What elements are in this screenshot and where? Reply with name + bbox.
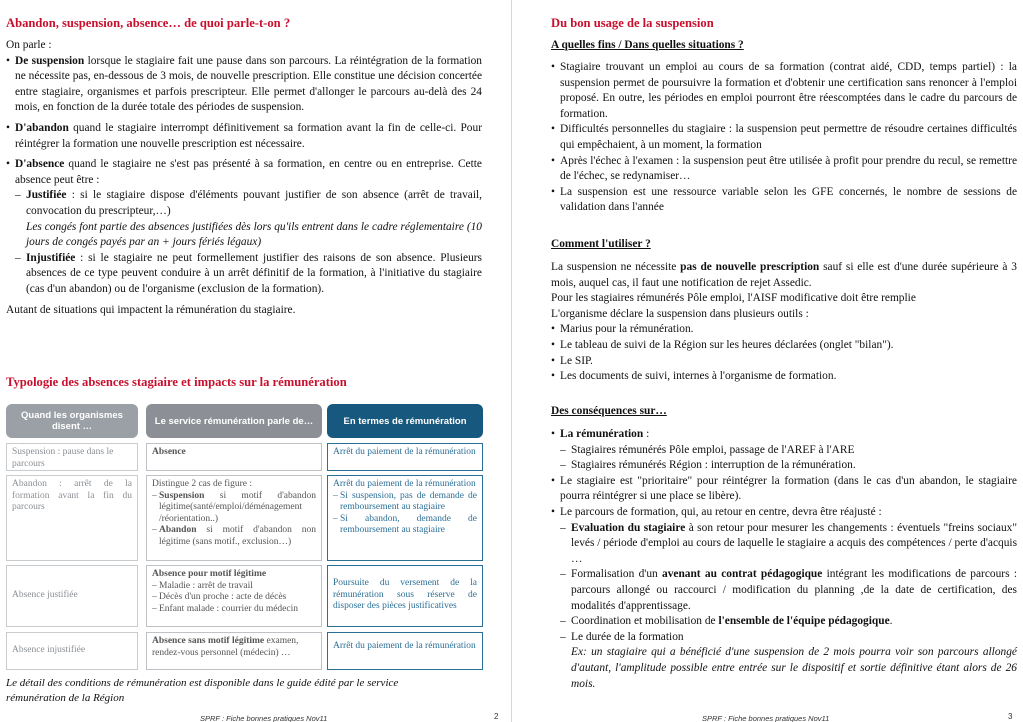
utiliser-section: [551, 260, 1017, 385]
heading-definitions: Abandon, suspension, absence… de quoi parle-t-on ?: [6, 16, 291, 30]
outil-marius: • Marius pour la rémunération.: [551, 322, 1017, 338]
evaluation-item: [551, 521, 1017, 568]
absence-term: D'absence: [15, 158, 65, 171]
consequences-section: [551, 427, 1017, 692]
intro-text: On parle :: [6, 39, 52, 51]
coordination-item: [551, 614, 1017, 630]
evaluation-text: à son retour pour mesurer les changements : éventuels "freins sociaux" levés / période d'emploi au cours de laquelle le stagiaire a acquis des compétences / perte d'acquis …: [571, 521, 1017, 565]
table-row2-col2: [146, 475, 322, 561]
row2-abandon-term: Abandon: [159, 525, 197, 535]
remu-pole-emploi: – Stagiaires rémunérés Pôle emploi, passage de l'AREF à l'ARE: [551, 443, 1017, 459]
fins-title: A quelles fins / Dans quelles situations ?: [551, 39, 744, 51]
evaluation-term: Evaluation du stagiaire: [571, 521, 686, 534]
table-row2-col1: Abandon : arrêt de la formation avant la fin du parcours: [6, 475, 138, 561]
suspension-text: lorsque le stagiaire fait une pause dans son parcours. La réintégration de la formation ne nécessite pas, en-dessous de 3 mois, de nouvelle prescription. Elle constitue une décision concertée entre stagiaire, organismes et parfois prescripteur. Elle permet d'allonger le parcours au-delà des 24 mois, en fonction de la durée totale des périodes de suspension.: [15, 54, 483, 114]
consequences-title: Des conséquences sur…: [551, 405, 667, 417]
row3-item-maladie: – Maladie : arrêt de travail: [152, 581, 316, 593]
utiliser-p1-a: La suspension ne nécessite: [551, 261, 681, 273]
injustifiee-item: [6, 251, 482, 298]
detail-note: Le détail des conditions de rémunération est disponible dans le guide édité par le service rémunération de la Région: [6, 677, 399, 704]
footer-right: SPRF : Fiche bonnes pratiques Nov11: [702, 714, 830, 722]
remuneration-term: La rémunération: [560, 428, 644, 440]
row2-abandon-text: si motif d'abandon non légitime (sans motif., exclusion…): [159, 525, 316, 547]
row4-text: examen, rendez-vous personnel (médecin) …: [152, 636, 299, 658]
abandon-term: D'abandon: [15, 121, 69, 134]
definitions-section: [6, 38, 482, 318]
row4-title: Absence sans motif légitime: [152, 636, 265, 646]
heading-suspension: Du bon usage de la suspension: [551, 16, 714, 30]
table-row1-col1: Suspension : pause dans le parcours: [6, 443, 138, 471]
table-header-service: Le service rémunération parle de…: [146, 404, 322, 438]
coordination-a: Coordination et mobilisation de: [571, 615, 719, 628]
table-row2-col3: [327, 475, 483, 561]
row2-case-suspension: [152, 491, 316, 526]
row2-case-abandon: [152, 525, 316, 548]
formalisation-bold: avenant au contrat pédagogique: [662, 568, 823, 581]
fins-item-difficultes: • Difficultés personnelles du stagiaire : la suspension peut permettre de résoudre certaines difficultés qui empêchaient, à un moment, la formation: [551, 122, 1017, 153]
abandon-item: [6, 121, 482, 152]
row3-item-deces: – Décès d'un proche : acte de décès: [152, 592, 316, 604]
remuneration-item: [551, 427, 1017, 443]
utiliser-title: Comment l'utiliser ?: [551, 238, 651, 250]
outil-tableau: • Le tableau de suivi de la Région sur les heures déclarées (onglet "bilan").: [551, 338, 1017, 354]
row2-remu-abandon: – Si abandon, demande de remboursement au stagiaire: [333, 514, 477, 537]
injustifiee-term: Injustifiée: [26, 251, 76, 264]
remu-region: – Stagiaires rémunérés Région : interruption de la rémunération.: [551, 458, 1017, 474]
row2-remu-suspension: – Si suspension, pas de demande de remboursement au stagiaire: [333, 491, 477, 514]
justifiee-term: Justifiée: [26, 189, 67, 202]
row3-title: Absence pour motif légitime: [152, 569, 267, 579]
fins-item-echec: • Après l'échec à l'examen : la suspension peut être utilisée à profit pour prendre du recul, se remettre de l'échec, se redynamiser…: [551, 154, 1017, 185]
fins-item-ressource: • La suspension est une ressource variable selon les GFE concernés, le nombre de sessions de validation dans l'année: [551, 185, 1017, 216]
remuneration-colon: :: [643, 428, 650, 440]
row2-suspension-text: si motif d'abandon légitime(santé/emploi/déménagement /réorientation..): [159, 490, 316, 524]
coordination-bold: l'ensemble de l'équipe pédagogique: [718, 615, 890, 628]
table-header-organismes: Quand les organismes disent …: [6, 404, 138, 438]
utiliser-p2: Pour les stagiaires rémunérés Pôle emploi, l'AISF modificative doit être remplie: [551, 292, 916, 305]
fins-item-emploi: • Stagiaire trouvant un emploi au cours de sa formation (contrat aidé, CDD, temps partiel) : la suspension permet de poursuivre la formation et d'obtenir une certification sans renoncer à l'emploi proposé. En outre, les périodes en emploi pourront être réescomptées dans le cadre du parcours de formation.: [551, 60, 1017, 122]
table-row3-col3: Poursuite du versement de la rémunération sous réserve de disposer des pièces justificatives: [327, 565, 483, 627]
utiliser-p3: L'organisme déclare la suspension dans plusieurs outils :: [551, 307, 809, 320]
utiliser-p1-c: sauf si elle est d'une durée supérieure à 3 mois, auquel cas, il faut une notification de rejet Assedic.: [551, 261, 1018, 289]
page-number-right: 3: [1008, 712, 1013, 721]
table-row1-col3: Arrêt du paiement de la rémunération: [327, 443, 483, 471]
duree-item: – Le durée de la formation: [551, 630, 1017, 646]
outil-sip: • Le SIP.: [551, 354, 1017, 370]
table-row3-col1: Absence justifiée: [6, 565, 138, 627]
abandon-text: quand le stagiaire interrompt définitivement sa formation avant la fin de celle-ci. Pour réintégrer la formation une nouvelle prescription est nécessaire.: [15, 121, 482, 150]
prioritaire-item: • Le stagiaire est "prioritaire" pour réintégrer la formation (dans le cas d'un abandon, le stagiaire pourra réintégrer si une place se libère).: [551, 474, 1017, 505]
table-row1-col2: [146, 443, 322, 471]
row2-remu-intro: Arrêt du paiement de la rémunération: [333, 479, 476, 489]
page-number-left: 2: [494, 712, 499, 721]
formalisation-a: Formalisation d'un: [571, 568, 662, 581]
table-row4-col1: Absence injustifiée: [6, 632, 138, 670]
absence-item: [6, 157, 482, 188]
table-row4-col3: Arrêt du paiement de la rémunération: [327, 632, 483, 670]
row1-absence-label: Absence: [152, 447, 186, 457]
suspension-term: De suspension: [15, 54, 85, 67]
justifiee-note: Les congés font partie des absences justifiées dès lors qu'ils entrent dans le cadre réglementaire (10 jours de congés payés par an + jours fériés légaux): [26, 220, 482, 249]
utiliser-p1-bold: pas de nouvelle prescription: [680, 261, 820, 273]
coordination-c: .: [889, 615, 893, 628]
suspension-item: [6, 54, 482, 116]
parcours-item: • Le parcours de formation, qui, au retour en centre, devra être réajusté :: [551, 505, 1017, 521]
row2-suspension-term: Suspension: [159, 490, 205, 501]
outil-documents: • Les documents de suivi, internes à l'organisme de formation.: [551, 369, 1017, 385]
fins-list: [551, 60, 1017, 216]
table-row4-col2: [146, 632, 322, 670]
formalisation-item: [551, 567, 1017, 614]
row3-item-enfant: – Enfant malade : courrier du médecin: [152, 604, 316, 616]
injustifiee-text: : si le stagiaire ne peut formellement justifier des raisons de son absence. Plusieurs absences de ce type peuvent conduire à un arrêt définitif de la formation, à l'initiative du stagiaire (cas d'un abandon) ou de l'organisme (exclusion de la formation).: [26, 251, 482, 295]
page-3: [512, 0, 1023, 722]
utiliser-p1: [551, 260, 1017, 291]
justifiee-item: [6, 188, 482, 219]
duree-example: Ex: un stagiaire qui a bénéficié d'une suspension de 2 mois pourra voir son parcours allongé d'autant, l'amplitude possible entre entrée sur le dispositif et sortie définitive étant alors de 26 mois.: [571, 646, 1017, 690]
justifiee-text: : si le stagiaire dispose d'éléments pouvant justifier de son absence (arrêt de travail, convocation du prescripteur,…): [26, 189, 482, 217]
heading-typologie: Typologie des absences stagiaire et impacts sur la rémunération: [6, 375, 347, 389]
table-row3-col2: [146, 565, 322, 627]
table-header-remuneration: En termes de rémunération: [327, 404, 483, 438]
absence-text: quand le stagiaire ne s'est pas présenté à sa formation, en centre ou en entreprise. Cette absence peut être :: [15, 158, 482, 186]
page-2: [0, 0, 511, 722]
footer-left: SPRF : Fiche bonnes pratiques Nov11: [200, 714, 328, 722]
formalisation-c: intégrant les modifications de parcours : parcours allongé ou raccourci / modification du planning ,de la date de certification, des modalités d'apprentissage.: [571, 568, 1017, 612]
closing-text: Autant de situations qui impactent la rémunération du stagiaire.: [6, 303, 296, 316]
row2-intro: Distingue 2 cas de figure :: [152, 479, 252, 489]
